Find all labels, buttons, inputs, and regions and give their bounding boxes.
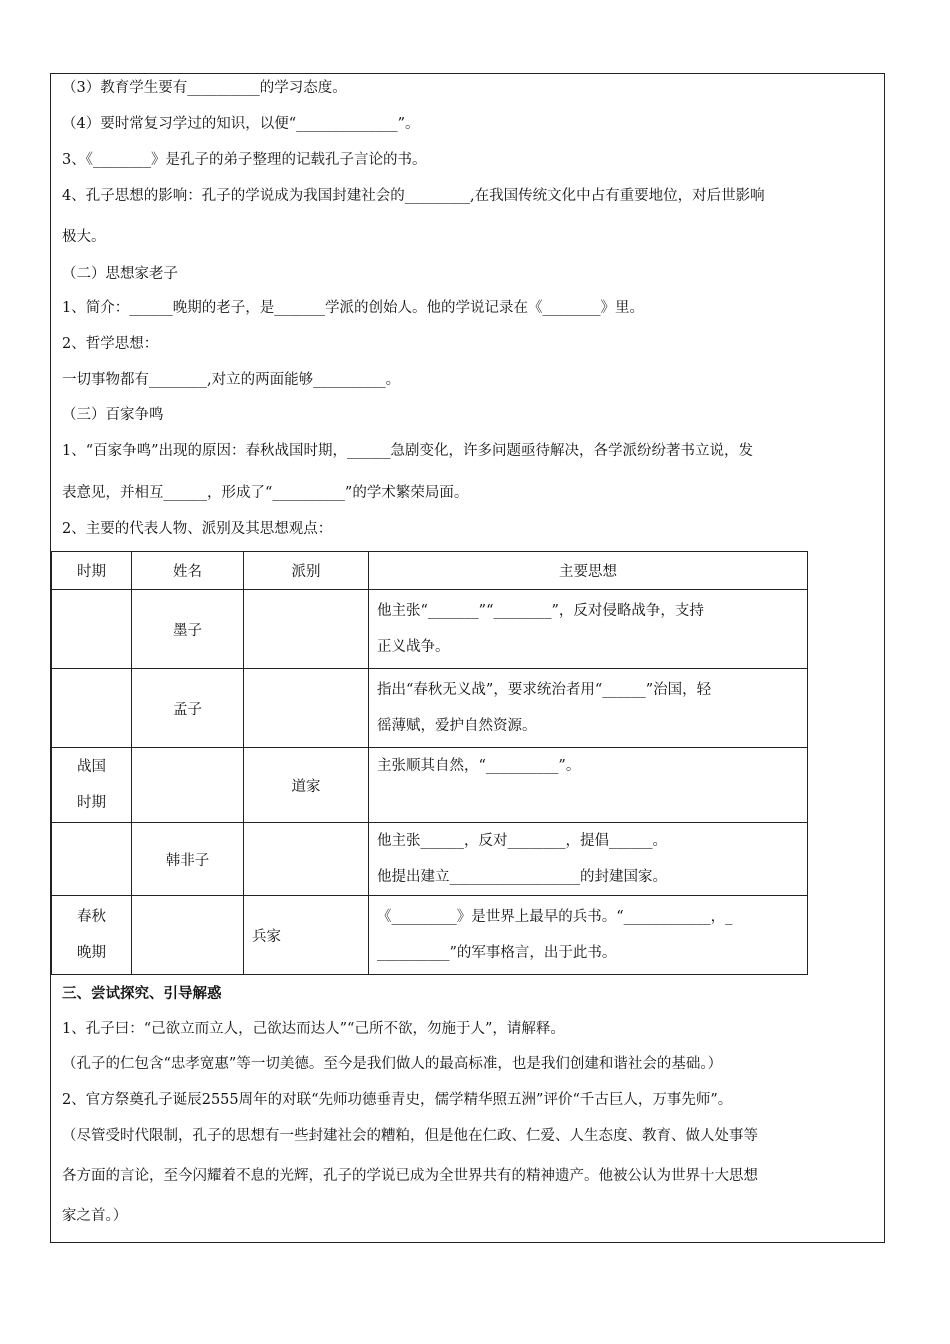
idea-line: 徭薄赋，爱护自然资源。 — [377, 718, 537, 734]
period-line: 战国 — [77, 759, 106, 775]
idea-line: 他主张“_______”“________”，反对侵略战争，支持 — [377, 603, 704, 619]
table-header-row — [52, 552, 808, 590]
section-heading: （二）思想家老子 — [62, 266, 178, 282]
answer-text: 家之首。） — [62, 1208, 128, 1224]
question-text: 2、官方祭奠孔子诞辰2555周年的对联“先师功德垂青史，儒学精华照五洲”评价“千古巨人，万事先师”。 — [62, 1092, 733, 1108]
header-cell: 派别 — [244, 552, 369, 590]
name-cell — [132, 748, 244, 823]
idea-line: 主张顺其自然，“__________”。 — [377, 758, 581, 774]
answer-text: （尽管受时代限制，孔子的思想有一些封建社会的糟粕，但是他在仁政、仁爱、人生态度、教育、做人处事等 — [62, 1128, 758, 1144]
idea-line: 他主张______，反对________，提倡______。 — [377, 833, 667, 849]
period-line: 晚期 — [77, 945, 106, 961]
idea-cell — [369, 590, 808, 669]
text-line: （3）教育学生要有__________的学习态度。 — [62, 80, 347, 96]
idea-line: 指出“春秋无义战”，要求统治者用“______”治国，轻 — [377, 682, 712, 698]
text-line: 1、简介：______晚期的老子，是_______学派的创始人。他的学说记录在《________》里。 — [62, 300, 644, 316]
answer-text: （孔子的仁包含“忠孝宽惠”等一切美德。至今是我们做人的最高标准，也是我们创建和谐社会的基础。） — [62, 1056, 723, 1072]
answer-text: 各方面的言论，至今闪耀着不息的光辉，孔子的学说已成为全世界共有的精神遗产。他被公认为世界十大思想 — [62, 1168, 758, 1184]
idea-line: __________”的军事格言，出于此书。 — [377, 945, 617, 961]
name-cell — [132, 896, 244, 975]
text-line: 1、“百家争鸣”出现的原因：春秋战国时期，______急剧变化，许多问题亟待解决，各学派纷纷著书立说，发 — [62, 443, 754, 459]
idea-cell — [369, 669, 808, 748]
name-cell: 墨子 — [132, 590, 244, 669]
table-row — [52, 590, 808, 669]
idea-cell — [369, 823, 808, 896]
name-cell: 韩非子 — [132, 823, 244, 896]
table-row — [52, 748, 808, 823]
idea-line: 正义战争。 — [377, 639, 450, 655]
idea-cell — [369, 896, 808, 975]
text-line: 3、《________》是孔子的弟子整理的记载孔子言论的书。 — [62, 152, 427, 168]
period-line: 春秋 — [77, 909, 106, 925]
thinkers-table — [51, 551, 808, 975]
text-line: 2、哲学思想： — [62, 336, 159, 352]
text-line: 一切事物都有________,对立的两面能够__________。 — [62, 372, 401, 388]
period-line: 时期 — [77, 795, 106, 811]
text-line: 4、孔子思想的影响：孔子的学说成为我国封建社会的_________,在我国传统文化中占有重要地位，对后世影响 — [62, 188, 765, 204]
idea-cell — [369, 748, 808, 823]
text-line: 极大。 — [62, 229, 106, 245]
school-cell — [244, 590, 369, 669]
header-cell: 姓名 — [132, 552, 244, 590]
school-cell — [244, 823, 369, 896]
header-cell: 主要思想 — [369, 552, 808, 590]
question-text: 1、孔子曰：“己欲立而立人，己欲达而达人”“己所不欲，勿施于人”，请解释。 — [62, 1021, 565, 1037]
text-line: （4）要时常复习学过的知识，以便“______________”。 — [62, 116, 420, 132]
school-cell — [244, 669, 369, 748]
name-cell: 孟子 — [132, 669, 244, 748]
period-cell — [52, 590, 132, 669]
header-cell: 时期 — [52, 552, 132, 590]
period-cell — [52, 748, 132, 823]
idea-line: 他提出建立__________________的封建国家。 — [377, 869, 667, 885]
table-row — [52, 823, 808, 896]
idea-line: 《_________》是世界上最早的兵书。“____________，_ — [377, 909, 733, 925]
table-row — [52, 896, 808, 975]
table-row — [52, 669, 808, 748]
school-cell: 兵家 — [244, 896, 369, 975]
period-cell — [52, 669, 132, 748]
text-line: 表意见，并相互______，形成了“__________”的学术繁荣局面。 — [62, 485, 469, 501]
period-cell — [52, 823, 132, 896]
school-cell: 道家 — [244, 748, 369, 823]
section-heading: （三）百家争鸣 — [62, 407, 164, 423]
text-line: 2、主要的代表人物、派别及其思想观点： — [62, 521, 333, 537]
period-cell — [52, 896, 132, 975]
section-heading: 三、尝试探究、引导解惑 — [62, 986, 222, 1002]
